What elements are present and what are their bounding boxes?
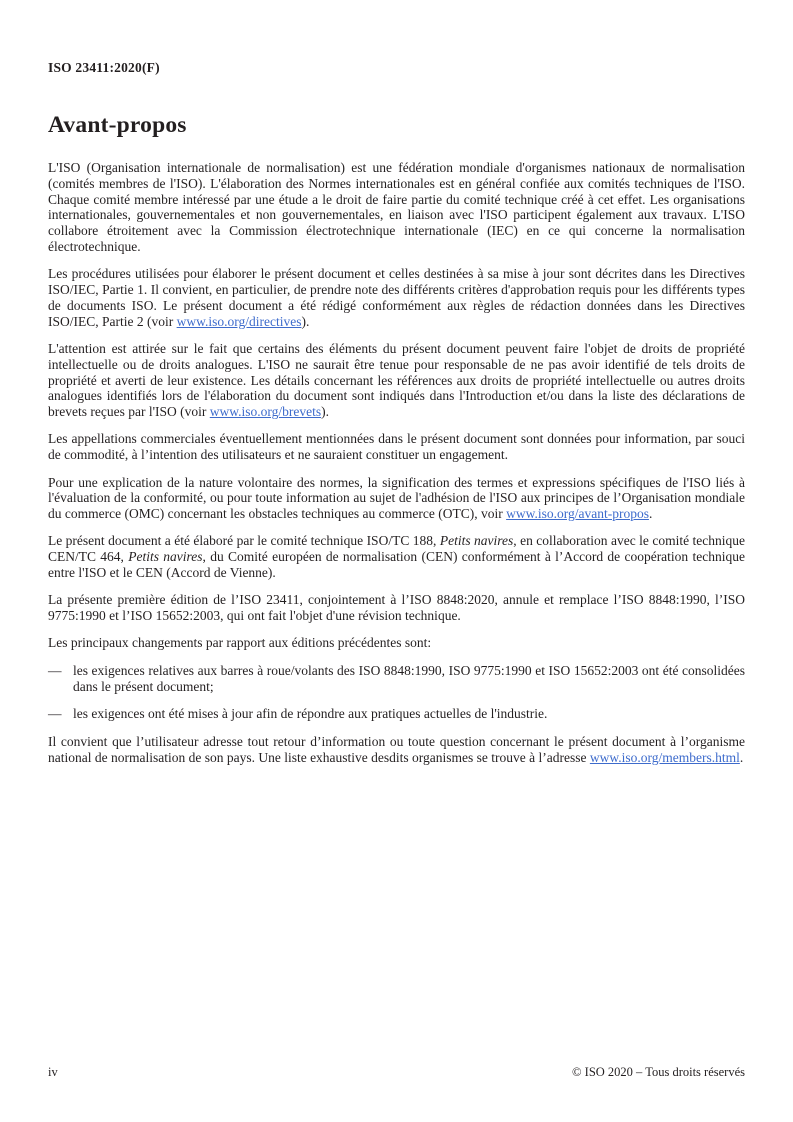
text-run: Le présent document a été élaboré par le comité technique ISO/TC 188, [48,533,440,549]
list-item-text [73,706,745,722]
text-run: ). [321,404,329,420]
text-run: Pour une explication de la nature volontaire des normes, la signification des termes et expressions spécifiques de l'ISO liés à l'évaluation de la conformité, ou pour toute information au sujet de l'adhésion de l'ISO aux principes de l’Organisation mondiale du commerce (OMC) concernant les obstacles techniques au commerce (OTC), voir [48,474,745,522]
text-run: Il convient que l’utilisateur adresse tout retour d’information ou toute question concernant le présent document à l’organisme national de normalisation de son pays. Une liste exhaustive desdits organismes se trouve à l’adresse [48,734,745,765]
document-reference: ISO 23411:2020(F) [48,60,160,75]
paragraph [48,266,745,329]
list-item-text [73,663,745,695]
paragraph [48,592,745,624]
text-run: L'attention est attirée sur le fait que certains des éléments du présent document peuvent faire l'objet de droits de propriété intellectuelle ou de droits analogues. L'ISO ne saurait être tenue pour responsable de ne pas avoir identifié de tels droits de propriété et averti de leur existence. Les détails concernant les références aux droits de propriété intellectuelle ou autres droits analogues identifiés lors de l'élaboration du document sont indiqués dans l'Introduction et/ou dans la liste des déclarations de brevets reçues par l'ISO (voir [48,340,745,420]
link-iso-directives[interactable]: www.iso.org/directives [176,313,302,329]
page-footer [48,1065,745,1080]
text-run: les exigences ont été mises à jour afin de répondre aux pratiques actuelles de l'industrie. [73,706,548,722]
text-run: Les procédures utilisées pour élaborer le présent document et celles destinées à sa mise à jour sont décrites dans les Directives ISO/IEC, Partie 1. Il convient, en particulier, de prendre note des différents critères d'approbation requis pour les différents types de documents ISO. Le présent document a été rédigé conformément aux règles de rédaction données dans les Directives ISO/IEC, Partie 2 (voir [48,266,745,329]
paragraph [48,431,745,463]
copyright-notice: © ISO 2020 – Tous droits réservés [572,1065,745,1079]
text-run: ). [301,313,310,329]
page-number: iv [48,1065,58,1079]
page-title: Avant-propos [48,112,187,138]
link-iso-brevets[interactable]: www.iso.org/brevets [209,404,322,420]
paragraph [48,475,745,522]
text-run: Les appellations commerciales éventuellement mentionnées dans le présent document sont données pour information, par souci de commodité, à l’intention des utilisateurs et ne sauraient constituer un engagement. [48,431,745,463]
text-run: La présente première édition de l’ISO 23411, conjointement à l’ISO 8848:2020, annule et remplace l’ISO 8848:1990, l’ISO 9775:1990 et l’ISO 15652:2003, qui ont fait l'objet d'une révision technique. [48,592,745,624]
paragraph [48,635,745,651]
text-run: les exigences relatives aux barres à roue/volants des ISO 8848:1990, ISO 9775:1990 et ISO 15652:2003 ont été consolidées dans le présent document; [73,662,745,694]
paragraph [48,160,745,255]
link-iso-avant-propos[interactable]: www.iso.org/avant-propos [506,506,649,522]
paragraph [48,341,745,420]
text-run: . [739,749,744,765]
paragraph [48,533,745,580]
text-run: L'ISO (Organisation internationale de normalisation) est une fédération mondiale d'organismes nationaux de normalisation (comités membres de l'ISO). L'élaboration des Normes internationales est en général confiée aux comités techniques de l'ISO. Chaque comité membre intéressé par une étude a le droit de faire partie du comité technique créé à cet effet. Les organisations internationales, gouvernementales et non gouvernementales, en liaison avec l'ISO participent également aux travaux. L'ISO collabore étroitement avec la Commission électrotechnique internationale (IEC) en ce qui concerne la normalisation électrotechnique. [48,160,745,254]
text-run: , du Comité européen de normalisation (CEN) conformément à l’Accord de coopération technique entre l'ISO et le CEN (Accord de Vienne). [48,549,745,581]
link-iso-members[interactable]: www.iso.org/members.html [589,749,740,765]
text-run: Les principaux changements par rapport aux éditions précédentes sont: [48,635,432,651]
dash-list-item [48,663,745,695]
list-dash: — [48,662,62,678]
paragraph [48,734,745,766]
dash-list-item [48,706,745,722]
foreword-content [48,160,745,766]
text-run: . [648,506,653,522]
italic-text: Petits navires [439,533,514,549]
list-dash: — [48,706,62,722]
italic-text: Petits navires [128,549,203,565]
running-header [48,0,745,76]
text-run: , en collaboration avec le comité technique CEN/TC 464, [48,533,745,565]
